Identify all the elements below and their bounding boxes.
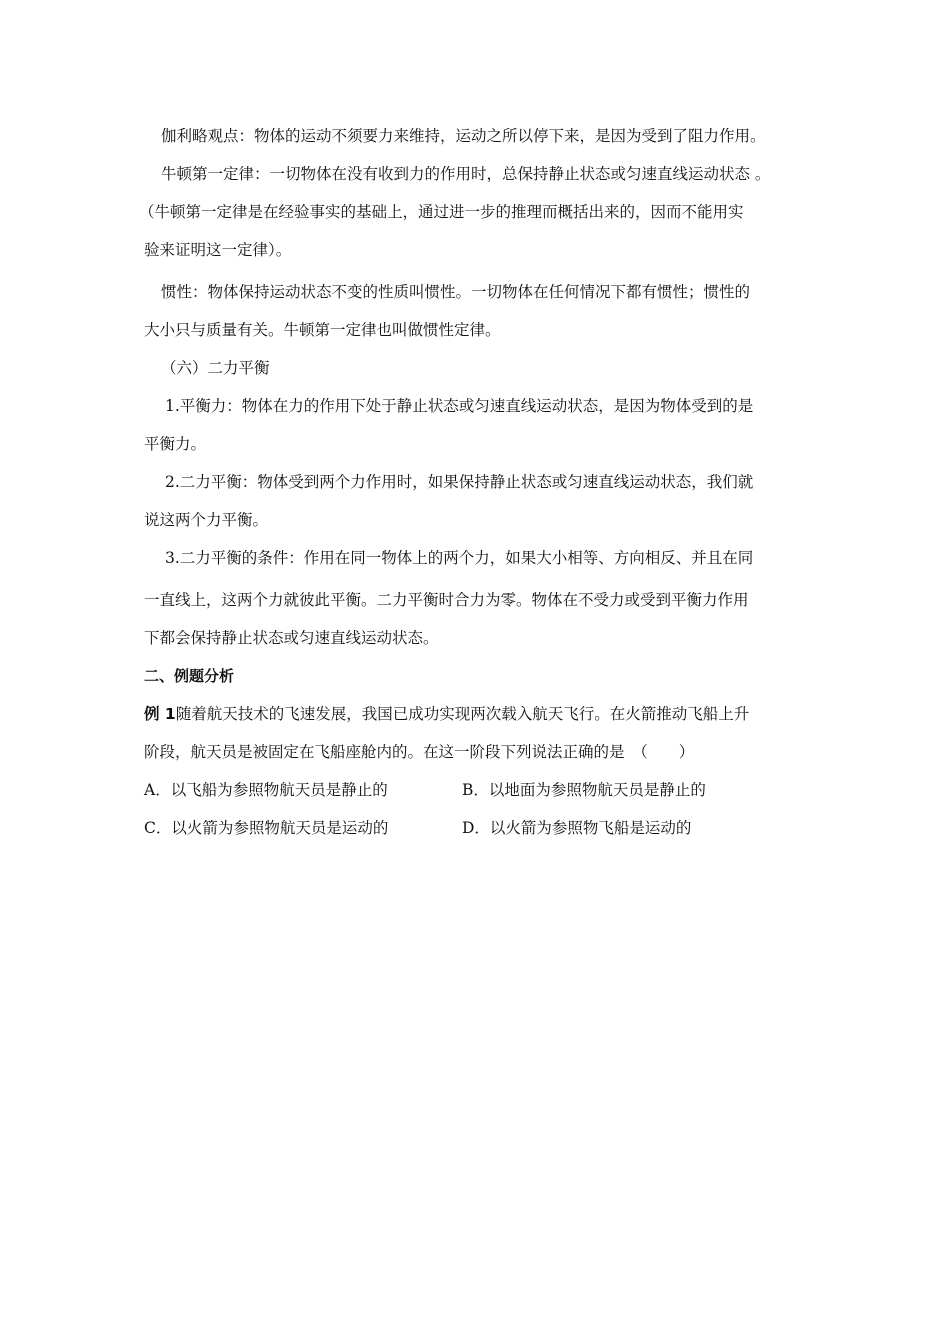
newton-law-note-2: 验来证明这一定律）。 — [144, 241, 292, 259]
option-c: C．以火箭为参照物航天员是运动的 — [144, 819, 389, 837]
item-2-line-1: 2.二力平衡：物体受到两个力作用时，如果保持静止状态或匀速直线运动状态，我们就 — [165, 473, 754, 491]
item-3-line-2: 一直线上，这两个力就彼此平衡。二力平衡时合力为零。物体在不受力或受到平衡力作用 — [144, 591, 749, 609]
newton-law-note-1: （牛顿第一定律是在经验事实的基础上，通过进一步的推理而概括出来的，因而不能用实 — [139, 203, 744, 221]
section-two-heading: 二、例题分析 — [144, 667, 235, 685]
inertia-2: 大小只与质量有关。牛顿第一定律也叫做惯性定律。 — [144, 321, 501, 339]
newton-first-law: 牛顿第一定律：一切物体在没有收到力的作用时，总保持静止状态或匀速直线运动状态 。 — [161, 165, 771, 183]
option-a: A．以飞船为参照物航天员是静止的 — [144, 781, 388, 799]
item-1-line-2: 平衡力。 — [144, 435, 207, 453]
section-six-title: （六）二力平衡 — [161, 359, 270, 377]
item-3-line-1: 3.二力平衡的条件：作用在同一物体上的两个力，如果大小相等、方向相反、并且在同 — [165, 549, 754, 567]
item-2-line-2: 说这两个力平衡。 — [144, 511, 269, 529]
example-1-text: 随着航天技术的飞速发展，我国已成功实现两次载入航天飞行。在火箭推动飞船上升 — [175, 705, 750, 723]
item-1-line-1: 1.平衡力：物体在力的作用下处于静止状态或匀速直线运动状态，是因为物体受到的是 — [165, 397, 754, 415]
example-1-line-1 — [144, 704, 749, 724]
option-d: D．以火箭为参照物飞船是运动的 — [462, 819, 692, 837]
example-1-line-2: 阶段，航天员是被固定在飞船座舱内的。在这一阶段下列说法正确的是 （ ） — [144, 743, 695, 761]
example-1-label: 例 1 — [144, 705, 176, 723]
galileo-view: 伽利略观点：物体的运动不须要力来维持，运动之所以停下来，是因为受到了阻力作用。 — [161, 127, 766, 145]
inertia-1: 惯性：物体保持运动状态不变的性质叫惯性。一切物体在任何情况下都有惯性；惯性的 — [161, 283, 751, 301]
option-b: B．以地面为参照物航天员是静止的 — [462, 781, 706, 799]
item-3-line-3: 下都会保持静止状态或匀速直线运动状态。 — [144, 629, 439, 647]
